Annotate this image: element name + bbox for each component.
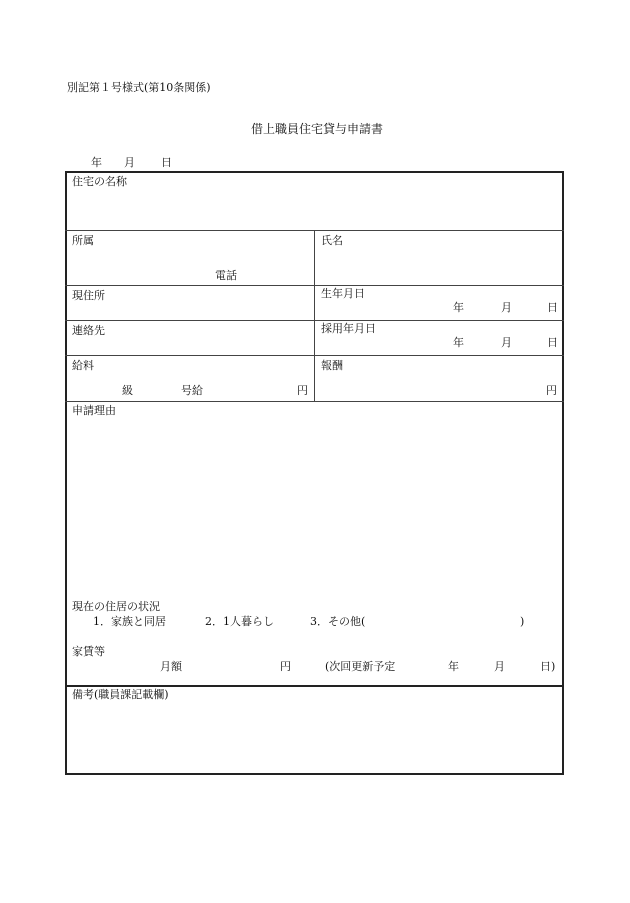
header-date-month: 月 xyxy=(124,156,135,169)
name-label: 氏名 xyxy=(321,234,343,247)
contact-label: 連絡先 xyxy=(72,324,105,337)
remuneration-yen-unit: 円 xyxy=(546,384,557,397)
residence-option-other[interactable]: 3．その他( xyxy=(310,615,366,628)
residence-option-other-close: ) xyxy=(520,615,525,628)
birthdate-month: 月 xyxy=(501,301,512,314)
form-reference: 別記第１号様式(第10条関係) xyxy=(67,81,211,94)
remarks-label: 備考(職員課記載欄) xyxy=(72,688,169,701)
salary-label: 給料 xyxy=(72,359,94,372)
residence-option-family[interactable]: 1．家族と同居 xyxy=(93,615,166,628)
birthdate-field[interactable] xyxy=(400,300,555,316)
housing-name-field[interactable] xyxy=(72,190,556,226)
birthdate-label: 生年月日 xyxy=(321,287,365,300)
remarks-divider xyxy=(65,685,564,687)
hire-date-month: 月 xyxy=(501,336,512,349)
residence-other-field[interactable] xyxy=(375,613,515,629)
hire-date-field[interactable] xyxy=(400,335,555,351)
rent-yen-unit: 円 xyxy=(280,660,291,673)
salary-grade-unit: 級 xyxy=(122,384,133,397)
residence-option-alone[interactable]: 2．1人暮らし xyxy=(205,615,274,628)
salary-yen-unit: 円 xyxy=(297,384,308,397)
document-title: 借上職員住宅貸与申請書 xyxy=(251,122,384,136)
column-divider xyxy=(314,230,315,401)
affiliation-label: 所属 xyxy=(72,234,94,247)
rent-label: 家賃等 xyxy=(72,645,105,658)
name-field[interactable] xyxy=(321,248,557,282)
reason-label: 申請理由 xyxy=(72,404,116,417)
current-address-field[interactable] xyxy=(72,302,308,318)
header-date-day: 日 xyxy=(161,156,172,169)
residence-status-label: 現在の住居の状況 xyxy=(72,600,160,613)
current-address-label: 現住所 xyxy=(72,289,105,302)
phone-field[interactable] xyxy=(240,266,310,284)
housing-name-label: 住宅の名称 xyxy=(72,175,127,188)
hire-date-label: 採用年月日 xyxy=(321,322,376,335)
rent-next-renewal-label: (次回更新予定 xyxy=(325,660,396,673)
remuneration-field[interactable] xyxy=(330,380,540,398)
remuneration-label: 報酬 xyxy=(321,359,343,372)
rent-renewal-date-field[interactable] xyxy=(400,658,535,674)
hire-date-day: 日 xyxy=(547,336,558,349)
rent-renewal-day: 日) xyxy=(540,660,556,673)
reason-field[interactable] xyxy=(72,420,556,590)
affiliation-field[interactable] xyxy=(72,248,308,268)
rent-amount-field[interactable] xyxy=(190,658,275,674)
birthdate-year: 年 xyxy=(453,301,464,314)
header-date-year: 年 xyxy=(91,156,102,169)
row-divider xyxy=(65,401,564,402)
salary-field[interactable] xyxy=(85,380,290,398)
hire-date-year: 年 xyxy=(453,336,464,349)
phone-label: 電話 xyxy=(215,269,237,282)
remarks-field[interactable] xyxy=(72,704,556,770)
rent-monthly-label: 月額 xyxy=(160,660,182,673)
rent-renewal-year: 年 xyxy=(448,660,459,673)
birthdate-day: 日 xyxy=(547,301,558,314)
rent-renewal-month: 月 xyxy=(494,660,505,673)
salary-step-unit: 号給 xyxy=(181,384,203,397)
contact-field[interactable] xyxy=(72,337,308,353)
